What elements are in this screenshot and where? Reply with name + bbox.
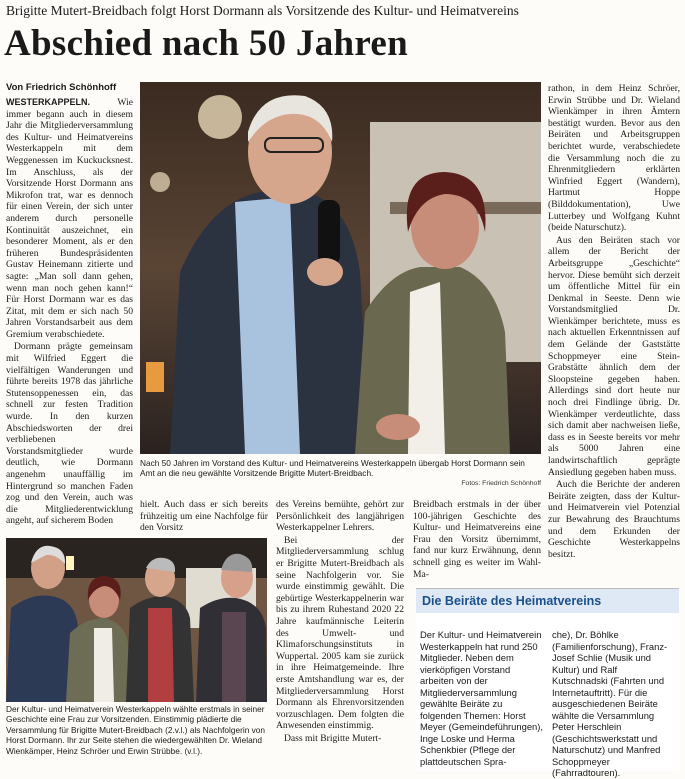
article-column-4 bbox=[413, 499, 541, 583]
paragraph: rathon, in dem Heinz Schröer, Erwin Strübbe und Dr. Wieland Wienkämper in ihren Ämtern bestätigt wurden. Bevor aus den Beiräten und Arbeitsgruppen berichtet wurde, verabschiedete die Versammlung noch die zu Ehrenmitgliedern erklärten Winfried Eggert (Wandern), Hartmut Hoppe (Bilddokumentation), Uwe Lutterbey und Wolfgang Kuhnt (beide Naturschutz). bbox=[548, 83, 680, 234]
article-column-1 bbox=[6, 97, 133, 529]
dateline: WESTERKAPPELN. bbox=[6, 97, 91, 107]
photo-credit: Fotos: Friedrich Schönhoff bbox=[461, 479, 541, 487]
paragraph: des Vereins bemühte, gehört zur Persönlichkeit des langjährigen Westerkappelner Lehrers. bbox=[276, 499, 404, 534]
article-column-2 bbox=[140, 499, 268, 535]
paragraph: Auch die Berichte der anderen Beiräte zeigten, dass der Kultur- und Heimatverein viel Potenzial zur Bewahrung des Brauchtums und dem Erkunden der Geschichte Westerkappelns besitzt. bbox=[548, 479, 680, 560]
info-box-title: Die Beiräte des Heimatvereins bbox=[416, 589, 679, 613]
photo-board bbox=[6, 538, 267, 702]
caption-text: Nach 50 Jahren im Vorstand des Kultur- und Heimatvereins Westerkappeln übergab Horst Dormann sein Amt an die neu gewählte Vorsitzende Brigitte Mutert-Breidbach. bbox=[140, 458, 525, 479]
photo-board-caption: Der Kultur- und Heimatverein Westerkappeln wählte erstmals in seiner Geschichte eine Frau zur Vorsitzenden. Einstimmig plädierte die Versammlung für Brigitte Mutert-Breidbach (2.v.l.) als Nachfolgerin von Horst Dormann. Ihr zur Seite stehen die wiedergewählten Dr. Wieland Wienkämper, Heinz Schröer und Erwin Strübbe. (v.l.). bbox=[6, 704, 265, 756]
paragraph: Dass mit Brigitte Mutert- bbox=[284, 732, 382, 744]
paragraph: Aus den Beiräten stach vor allem der Bericht der Arbeitsgruppe „Geschichte“ hervor. Diese bemüht sich derzeit um öffentliche Mittel für ein Denkmal in Seeste. Denn wie Vorstandsmitglied Dr. Wienkämper berichtete, muss es nach aktuellen Erkenntnissen auf dem Gelände der Gaststätte Schoppmeyer eine Stein-Grabstätte ähnlich dem der Sloopsteine gegeben haben. Allerdings sind dort heute nur noch drei Findlinge übrig. Dr. Wienkämper verdeutlichte, dass sich damit aber nachweisen ließe, dass es in Seeste bereits vor mehr als 5000 Jahren eine landwirtschaftlich geprägte Ansiedlung gegeben haben muss. bbox=[548, 234, 680, 478]
info-box bbox=[416, 588, 679, 778]
paragraph: hielt. Auch dass er sich bereits frühzeitig um eine Nachfolge für den Vorsitz bbox=[140, 499, 268, 534]
info-box-column-2: che), Dr. Böhlke (Familienforschung), Franz-Josef Schlie (Musik und Kultur) und Ralf Kutschnadski (Fahrten und Internetauftritt). Für die ausgeschiedenen Beiräte wählte die Versammlung Peter Herschlein (Geschichtswerkstatt und Naturschutz) und Manfred Schoppmeyer (Fahrradtouren). bbox=[552, 629, 668, 778]
photo-handover-image bbox=[140, 82, 541, 454]
paragraph: Dormann prägte gemeinsam mit Wilfried Eggert die vielfältigen Wanderungen und führte bereits 1978 das jährliche Stutensoppenessen ein, das schnell zur festen Tradition wurde. In den kurzen Abschiedsworten der drei verbliebenen Vorstandsmitglieder wurde deutlich, wie Dormann angenehm unauffällig im Hintergrund so manchen Faden zog und den Verein, auch was die Mitgliederentwicklung angeht, auf sicherem Boden bbox=[6, 341, 133, 527]
photo-handover-caption bbox=[140, 458, 541, 489]
article-headline: Abschied nach 50 Jahren bbox=[4, 23, 409, 64]
paragraph: Bei der Mitgliederversammlung schlug er Brigitte Mutert-Breidbach als seine Nachfolgerin vor. Sie wurde einstimmig gewählt. Die gebürtige Westerkappelnerin war bis zu ihrem Ruhestand 2020 22 Jahre kaufmännische Leiterin des Umwelt- und Klimaforschungsinstituts in Wuppertal. 2005 kam sie zurück in ihre Heimatgemeinde. Ihre erste Amtshandlung war es, der Mitgliederversammlung Horst Dormann als Ehrenvorsitzenden vorzuschlagen. Dem folgten die Anwesenden einstimmig. bbox=[276, 534, 404, 732]
article-byline: Von Friedrich Schönhoff bbox=[6, 82, 117, 93]
article-column-3 bbox=[276, 499, 404, 771]
photo-handover bbox=[140, 82, 541, 454]
info-box-column-1: Der Kultur- und Heimatverein Westerkappeln hat rund 250 Mitglieder. Neben dem vierköpfigen Vorstand arbeiten von der Mitgliederversammlung gewählte Beiräte zu folgenden Themen: Horst Meyer (Gemeindeführungen), Inge Loske und Herma Schenkbier (Pflege der plattdeutschen Spra- bbox=[420, 629, 543, 767]
photo-board-image bbox=[6, 538, 267, 702]
paragraph: Breidbach erstmals in der über 100-jährigen Geschichte des Kultur- und Heimatvereins eine Frau den Vorsitz übernimmt, fand nur kurz Erwähnung, denn schnell ging es weiter im Wahl-Ma- bbox=[413, 499, 541, 580]
article-kicker: Brigitte Mutert-Breidbach folgt Horst Dormann als Vorsitzende des Kultur- und Heimatvereins bbox=[6, 3, 519, 18]
paragraph: Wie immer begann auch in diesem Jahr die Mitgliederversammlung des Kultur- und Heimatvereins Westerkappeln mit dem Weggenessen im Kuckucksnest. Im Anschluss, als der Vorsitzende Horst Dormann ans Mikrofon trat, war es dennoch für einen Verein, der sich unter anderem durch personelle Kontinuität auszeichnet, ein besonderer Moment, als er den früheren Bundespräsidenten Gustav Heinemann zitierte und sagte: „Man soll dann gehen, wenn man noch gehen kann!“ Für Horst Dormann war es das Zitat, mit dem er sich nach 50 Jahren Vorstandsarbeit aus dem Gremium verabschiedete. bbox=[6, 97, 133, 340]
article-column-5 bbox=[548, 83, 680, 578]
